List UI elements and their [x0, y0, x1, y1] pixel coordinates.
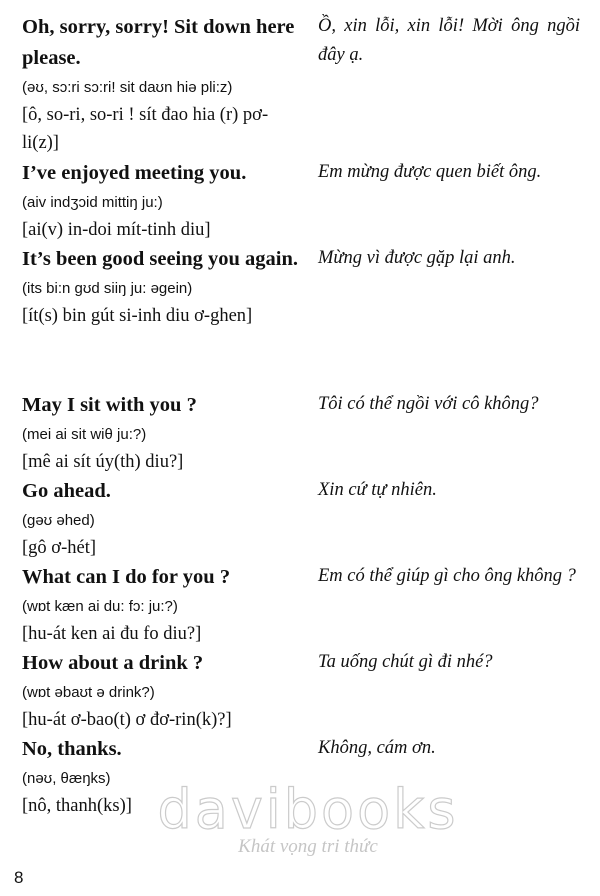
vietnamese-pronunciation: [gô ơ-hét]	[22, 538, 96, 558]
vietnamese-translation: Xin cứ tự nhiên.	[318, 480, 437, 500]
ipa-transcription: (əʊ, sɔ:ri sɔ:ri! sit daʊn hiə pli:z)	[22, 79, 233, 96]
vietnamese-pronunciation: [ai(v) in-doi mít-tinh diu]	[22, 220, 211, 240]
ipa-transcription: (aiv indʒɔid mittiŋ ju:)	[22, 194, 163, 211]
ipa-transcription: (wɒt kæn ai du: fɔ: ju:?)	[22, 598, 178, 615]
english-phrase: What can I do for you ?	[22, 566, 231, 588]
vietnamese-pronunciation: [hu-át ơ-bao(t) ơ đơ-rin(k)?]	[22, 710, 232, 730]
vietnamese-translation: Không, cám ơn.	[318, 738, 436, 758]
english-phrase: No, thanks.	[22, 738, 122, 760]
watermark-logo: davibooks	[157, 778, 459, 841]
vietnamese-pronunciation: [hu-át ken ai đu fo diu?]	[22, 624, 202, 644]
english-phrase: Oh, sorry, sorry! Sit down here please.	[22, 16, 295, 69]
vietnamese-translation: Tôi có thể ngồi với cô không?	[318, 394, 539, 414]
english-column	[22, 648, 304, 734]
english-column	[22, 476, 304, 562]
english-column	[22, 12, 304, 157]
ipa-transcription: (wɒt əbaʊt ə drink?)	[22, 684, 155, 701]
vietnamese-translation: Ta uống chút gì đi nhé?	[318, 652, 493, 672]
vietnamese-translation: Em mừng được quen biết ông.	[318, 162, 542, 182]
vietnamese-pronunciation: [mê ai sít úy(th) diu?]	[22, 452, 184, 472]
ipa-transcription: (its bi:n gʊd siiŋ ju: əgein)	[22, 280, 193, 297]
vietnamese-pronunciation: [ít(s) bin gút si-inh diu ơ-ghen]	[22, 306, 253, 326]
english-column	[22, 562, 304, 648]
english-column	[22, 244, 304, 330]
watermark-tagline: Khát vọng tri thức	[238, 836, 378, 857]
english-phrase: I’ve enjoyed meeting you.	[22, 162, 247, 184]
english-column	[22, 390, 304, 476]
vietnamese-translation: Ồ, xin lỗi, xin lỗi! Mời ông ngồi đây ạ.	[318, 16, 580, 65]
vietnamese-pronunciation: [ô, so-ri, so-ri ! sít đao hia (r) pơ-li(z)]	[22, 105, 269, 153]
page-number: 8	[14, 868, 24, 887]
english-phrase: It’s been good seeing you again.	[22, 248, 299, 270]
vietnamese-translation: Em có thể giúp gì cho ông không ?	[318, 566, 576, 586]
english-phrase: May I sit with you ?	[22, 394, 197, 416]
vietnamese-translation: Mừng vì được gặp lại anh.	[318, 248, 516, 268]
english-phrase: Go ahead.	[22, 480, 111, 502]
ipa-transcription: (nəʊ, θæŋks)	[22, 770, 111, 787]
ipa-transcription: (gəʊ əhed)	[22, 512, 95, 529]
vietnamese-pronunciation: [nô, thanh(ks)]	[22, 796, 132, 816]
english-column	[22, 158, 304, 244]
english-column	[22, 734, 304, 820]
ipa-transcription: (mei ai sit wiθ ju:?)	[22, 426, 147, 443]
english-phrase: How about a drink ?	[22, 652, 204, 674]
